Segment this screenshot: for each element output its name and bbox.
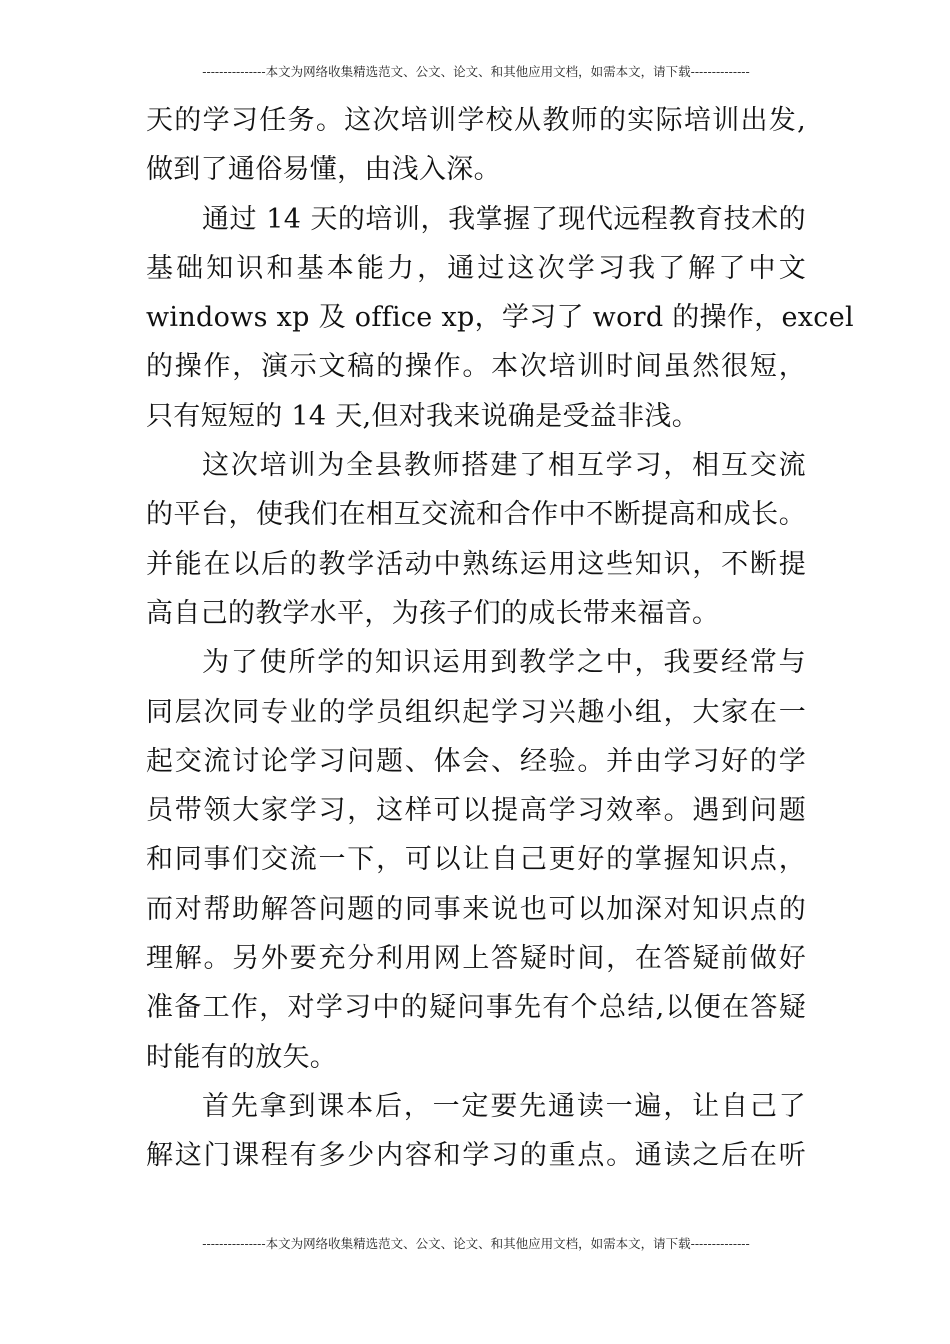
text-line: windows xp 及 office xp，学习了 word 的操作，excel (146, 302, 854, 334)
page-header: ---------------本文为网络收集精选范文、公文、论文、和其他应用文档，如需本文，请下载-------------- (202, 64, 750, 79)
text-line: 员带领大家学习，这样可以提高学习效率。遇到问题 (146, 795, 806, 827)
document-body (146, 96, 854, 1181)
text-line: 首先拿到课本后，一定要先通读一遍，让自己了 (202, 1090, 806, 1122)
text-line: 天的学习任务。这次培训学校从教师的实际培训出发, (146, 105, 806, 136)
text-line: 为了使所学的知识运用到教学之中，我要经常与 (202, 647, 806, 679)
page-footer: ---------------本文为网络收集精选范文、公文、论文、和其他应用文档，如需本文，请下载-------------- (202, 1236, 750, 1251)
text-line: 高自己的教学水平，为孩子们的成长带来福音。 (146, 597, 720, 629)
text-line: 并能在以后的教学活动中熟练运用这些知识，不断提 (146, 548, 806, 580)
text-line: 解这门课程有多少内容和学习的重点。通读之后在听 (146, 1140, 806, 1172)
text-line: 做到了通俗易懂，由浅入深。 (146, 154, 501, 186)
text-line: 的操作，演示文稿的操作。本次培训时间虽然很短， (146, 351, 806, 383)
text-line: 和同事们交流一下，可以让自己更好的掌握知识点， (146, 844, 806, 876)
text-line: 的平台，使我们在相互交流和合作中不断提高和成长。 (146, 499, 806, 531)
text-line: 这次培训为全县教师搭建了相互学习，相互交流 (202, 450, 806, 482)
text-line: 同层次同专业的学员组织起学习兴趣小组，大家在一 (146, 696, 806, 728)
text-line: 基础知识和基本能力，通过这次学习我了解了中文 (146, 252, 806, 284)
text-line: 只有短短的 14 天,但对我来说确是受益非浅。 (146, 400, 700, 432)
text-line: 理解。另外要充分利用网上答疑时间，在答疑前做好 (146, 943, 806, 975)
text-line: 通过 14 天的培训，我掌握了现代远程教育技术的 (202, 203, 806, 235)
text-line: 时能有的放矢。 (146, 1041, 338, 1073)
text-line: 准备工作，对学习中的疑问事先有个总结,以便在答疑 (146, 992, 806, 1024)
text-line: 而对帮助解答问题的同事来说也可以加深对知识点的 (146, 893, 806, 925)
text-line: 起交流讨论学习问题、体会、经验。并由学习好的学 (146, 745, 806, 777)
